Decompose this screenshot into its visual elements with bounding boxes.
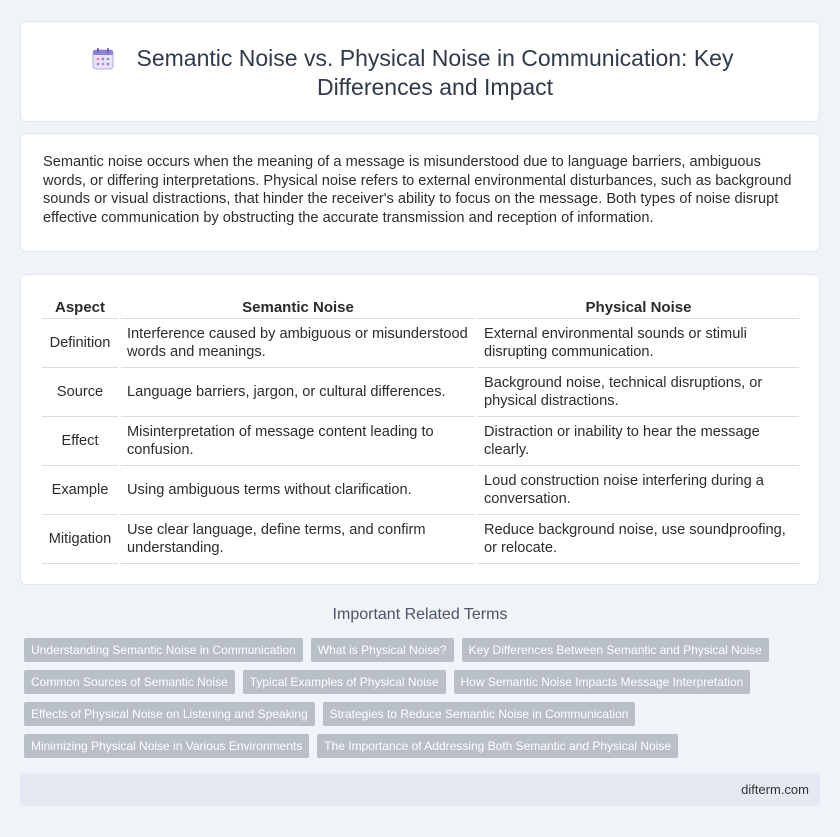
- related-term-link[interactable]: Common Sources of Semantic Noise: [24, 670, 235, 694]
- page-title: Semantic Noise vs. Physical Noise in Communication: Key Differences and Impact: [136, 45, 734, 100]
- footer-site-link[interactable]: difterm.com: [741, 782, 809, 797]
- title-card: [20, 21, 820, 122]
- cell-aspect: Source: [42, 368, 118, 417]
- related-term-link[interactable]: Strategies to Reduce Semantic Noise in Communication: [323, 702, 636, 726]
- header-physical-noise: Physical Noise: [478, 295, 799, 319]
- cell-semantic: Interference caused by ambiguous or misunderstood words and meanings.: [121, 319, 475, 368]
- related-term-link[interactable]: What is Physical Noise?: [311, 638, 454, 662]
- related-term-link[interactable]: The Importance of Addressing Both Semantic and Physical Noise: [317, 734, 678, 758]
- cell-physical: Reduce background noise, use soundproofing, or relocate.: [478, 515, 799, 564]
- cell-aspect: Example: [42, 466, 118, 515]
- table-row: [42, 466, 799, 515]
- table-row: [42, 515, 799, 564]
- cell-physical: Distraction or inability to hear the message clearly.: [478, 417, 799, 466]
- cell-semantic: Language barriers, jargon, or cultural differences.: [121, 368, 475, 417]
- comparison-table: [42, 295, 799, 564]
- table-row: [42, 417, 799, 466]
- cell-physical: Background noise, technical disruptions, or physical distractions.: [478, 368, 799, 417]
- related-term-link[interactable]: Understanding Semantic Noise in Communication: [24, 638, 303, 662]
- related-term-link[interactable]: Minimizing Physical Noise in Various Environments: [24, 734, 309, 758]
- table-row: [42, 319, 799, 368]
- tag-row: [24, 734, 814, 758]
- tag-row: [24, 702, 814, 726]
- related-term-link[interactable]: How Semantic Noise Impacts Message Interpretation: [454, 670, 751, 694]
- cell-semantic: Using ambiguous terms without clarification.: [121, 466, 475, 515]
- table-row: [42, 368, 799, 417]
- cell-semantic: Misinterpretation of message content leading to confusion.: [121, 417, 475, 466]
- tag-row: [24, 638, 814, 662]
- cell-physical: External environmental sounds or stimuli disrupting communication.: [478, 319, 799, 368]
- related-term-link[interactable]: Effects of Physical Noise on Listening and Speaking: [24, 702, 315, 726]
- related-term-link[interactable]: Key Differences Between Semantic and Physical Noise: [462, 638, 769, 662]
- cell-aspect: Definition: [42, 319, 118, 368]
- related-terms-heading: Important Related Terms: [332, 606, 508, 623]
- table-header-row: [42, 295, 799, 319]
- cell-semantic: Use clear language, define terms, and confirm understanding.: [121, 515, 475, 564]
- related-terms-list: [24, 638, 814, 766]
- header-semantic-noise: Semantic Noise: [121, 295, 475, 319]
- cell-physical: Loud construction noise interfering during a conversation.: [478, 466, 799, 515]
- comparison-table-card: [20, 274, 820, 585]
- header-aspect: Aspect: [42, 295, 118, 319]
- intro-card: [20, 133, 820, 252]
- tag-row: [24, 670, 814, 694]
- footer: [20, 773, 820, 806]
- cell-aspect: Effect: [42, 417, 118, 466]
- cell-aspect: Mitigation: [42, 515, 118, 564]
- intro-paragraph: Semantic noise occurs when the meaning of a message is misunderstood due to language barriers, ambiguous words, or differing interpretations. Physical noise refers to external environmental disturbances, such as background sounds or visual distractions, that hinder the receiver's ability to focus on the message. Both types of noise disrupt effective communication by obstructing the accurate transmission and reception of information.: [43, 154, 792, 226]
- related-term-link[interactable]: Typical Examples of Physical Noise: [243, 670, 446, 694]
